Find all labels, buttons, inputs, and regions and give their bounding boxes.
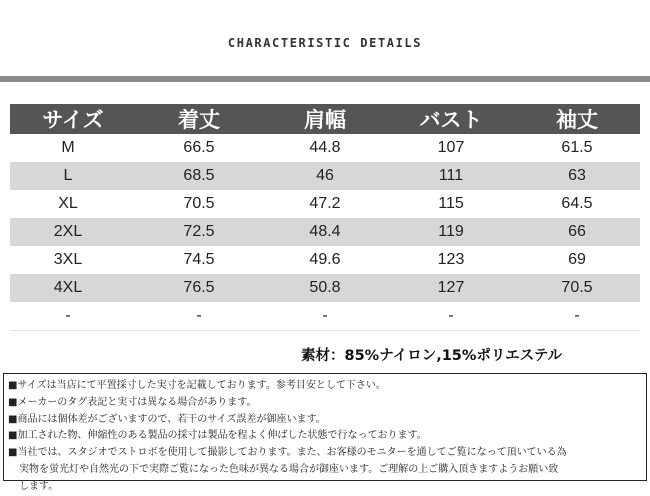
table-cell: 111 <box>388 162 514 190</box>
table-cell: 44.8 <box>309 139 341 156</box>
table-cell: 69 <box>568 251 586 268</box>
table-cell: 72.5 <box>136 218 262 246</box>
table-cell: 46 <box>262 162 388 190</box>
table-cell: 3XL <box>53 251 83 268</box>
table-row <box>10 246 640 274</box>
table-cell: 4XL <box>10 274 136 302</box>
column-header-size: サイズ <box>10 104 136 134</box>
table-cell: 2XL <box>10 218 136 246</box>
divider-bar <box>0 76 650 82</box>
notes-box <box>3 373 647 492</box>
table-row <box>10 134 640 162</box>
material-composition: 素材：85%ナイロン,15%ポリエステル <box>301 348 563 364</box>
table-cell: - <box>262 302 388 330</box>
table-cell: - <box>388 302 514 330</box>
table-header-row <box>10 104 640 134</box>
note-item: ■当社では、スタジオでストロボを使用して撮影しております。また、お客様のモニターを通してご覧になって頂いている為 <box>8 447 567 459</box>
table-cell: 107 <box>437 139 465 156</box>
note-item: ■商品には個体差がございますので、若干のサイズ誤差が御座います。 <box>8 413 326 425</box>
table-row <box>10 162 640 190</box>
table-cell: M <box>61 139 75 156</box>
table-cell: 68.5 <box>136 162 262 190</box>
note-item: ■メーカーのタグ表記と実寸は異なる場合があります。 <box>8 396 257 408</box>
table-cell: 115 <box>438 195 464 212</box>
note-item-continued: 実物を蛍光灯や自然光の下で実際ご覧になった色味が異なる場合が御座います。ご理解の上ご購入頂きますようお願い致 <box>19 463 559 475</box>
table-cell: 123 <box>437 251 465 268</box>
table-cell: 70.5 <box>183 195 215 212</box>
table-cell: 76.5 <box>136 274 262 302</box>
note-item: ■加工された物、伸縮性のある製品の採寸は製品を程よく伸ばした状態で行なっております。 <box>8 430 427 442</box>
table-cell: 66 <box>514 218 640 246</box>
table-cell: - <box>136 302 262 330</box>
note-item: ■サイズは当店にて平置採寸した実寸を記載しております。参考目安として下さい。 <box>8 380 386 391</box>
column-header-shoulder: 肩幅 <box>262 104 388 134</box>
table-cell: - <box>514 302 640 330</box>
table-cell: 49.6 <box>309 251 341 268</box>
column-header-sleeve: 袖丈 <box>514 104 640 134</box>
table-cell: 50.8 <box>262 274 388 302</box>
column-header-bust: バスト <box>388 104 514 134</box>
table-cell: 66.5 <box>183 139 215 156</box>
table-cell: 127 <box>388 274 514 302</box>
column-header-length: 着丈 <box>136 104 262 134</box>
table-cell: 48.4 <box>262 218 388 246</box>
table-row <box>10 190 640 218</box>
table-cell: 74.5 <box>183 251 215 268</box>
table-row <box>10 302 640 330</box>
table-cell: 119 <box>388 218 514 246</box>
table-cell: 63 <box>514 162 640 190</box>
table-row <box>10 274 640 302</box>
table-cell: 64.5 <box>561 195 593 212</box>
page-title: CHARACTERISTIC DETAILS <box>227 36 423 50</box>
note-item-continued: します。 <box>19 480 59 492</box>
table-cell: 70.5 <box>514 274 640 302</box>
table-cell: 47.2 <box>309 195 341 212</box>
table-cell: L <box>10 162 136 190</box>
table-cell: - <box>10 302 136 330</box>
table-row <box>10 218 640 246</box>
size-chart-table <box>10 104 640 331</box>
table-cell: 61.5 <box>561 139 593 156</box>
table-cell: XL <box>58 195 78 212</box>
